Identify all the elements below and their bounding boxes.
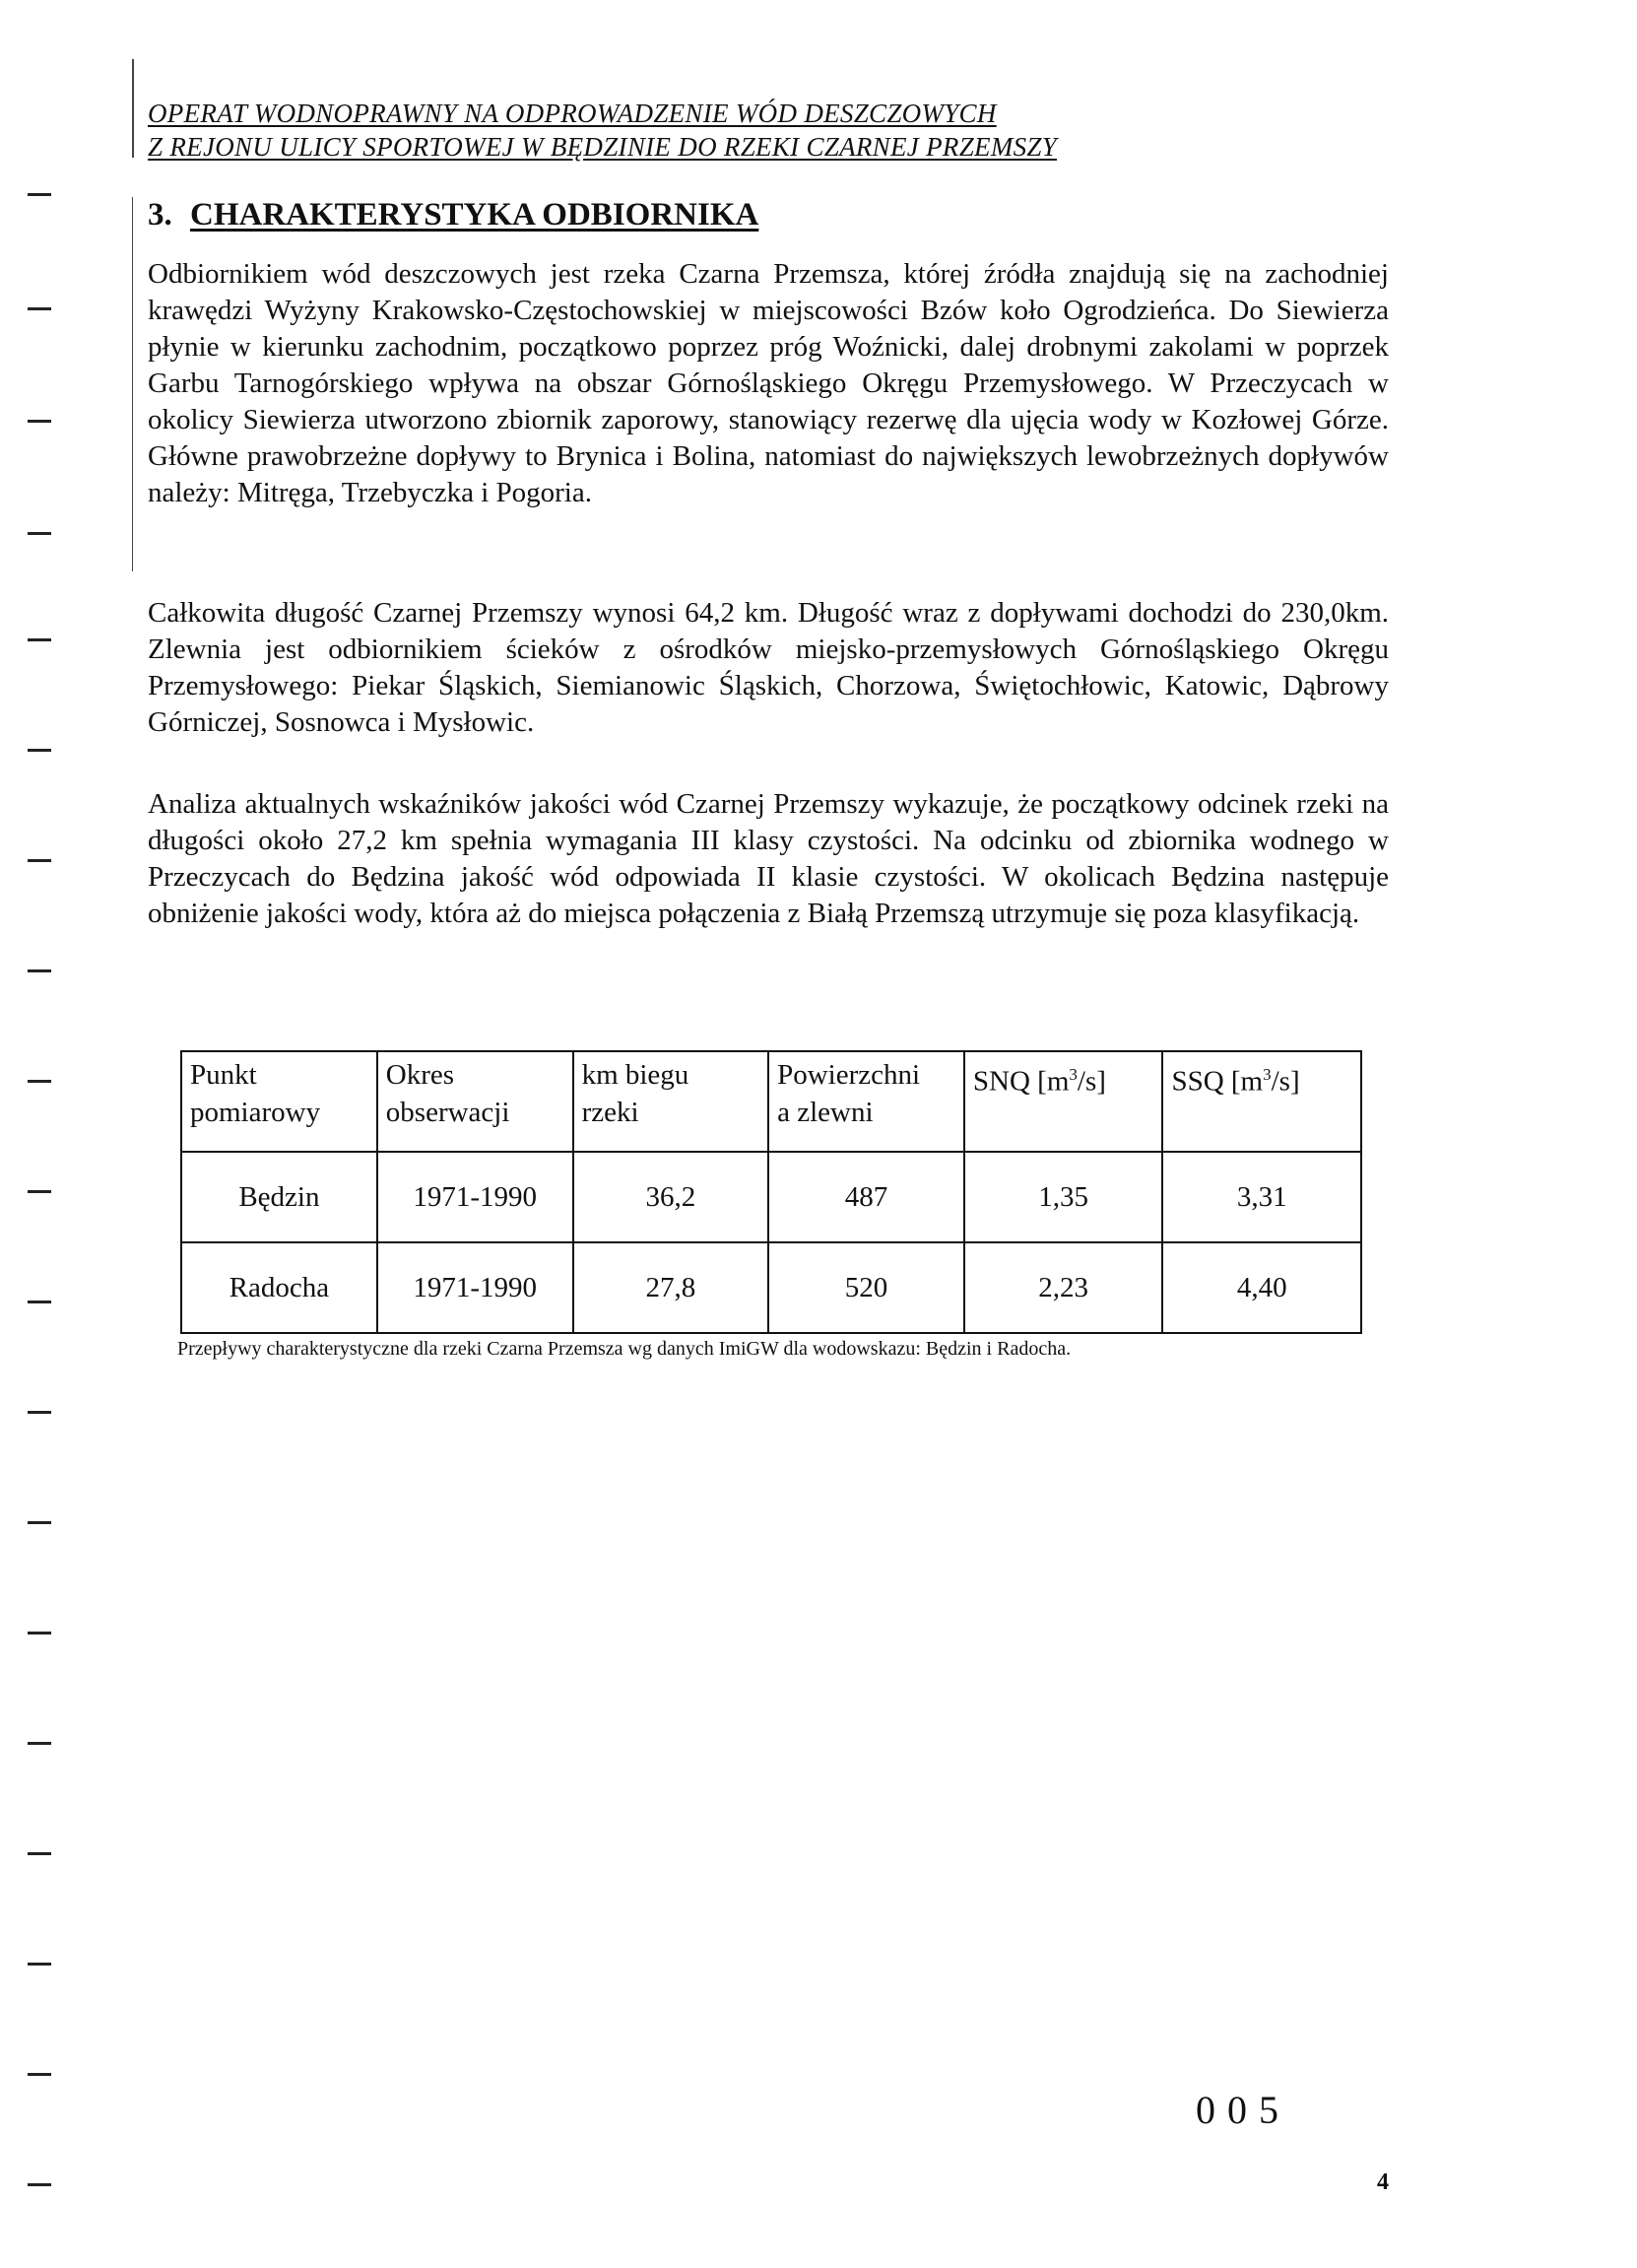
section-number: 3. — [148, 197, 172, 233]
table-row — [181, 1152, 1361, 1242]
table-cell: 1,35 — [964, 1152, 1163, 1242]
table-cell: 2,23 — [964, 1242, 1163, 1333]
scan-mark — [28, 2073, 51, 2076]
margin-line — [132, 59, 134, 158]
table-cell: Radocha — [181, 1242, 377, 1333]
table-header-row — [181, 1051, 1361, 1152]
table-row — [181, 1242, 1361, 1333]
flow-data-table — [180, 1050, 1362, 1334]
table-cell: 36,2 — [573, 1152, 769, 1242]
column-header-powierzchnia: Powierzchni a zlewni — [768, 1051, 964, 1152]
scan-mark — [28, 2183, 51, 2186]
table-cell: 1971-1990 — [377, 1242, 573, 1333]
page-stamp: 005 — [1196, 2088, 1290, 2132]
column-header-okres: Okres obserwacji — [377, 1051, 573, 1152]
paragraph-water-quality: Analiza aktualnych wskaźników jakości wód Czarnej Przemszy wykazuje, że początkowy odcinek rzeki na długości około 27,2 km spełnia wymagania III klasy czystości. Na odcinku od zbiornika wodnego w Przeczycach do Będzina jakość wód odpowiada II klasie czystości. W okolicach Będzina następuje obniżenie jakości wody, która aż do miejsca połączenia z Białą Przemszą utrzymuje się poza klasyfikacją. — [148, 788, 1389, 929]
table-cell: 1971-1990 — [377, 1152, 573, 1242]
scan-mark — [28, 1411, 51, 1414]
section-title: CHARAKTERYSTYKA ODBIORNIKA — [190, 197, 759, 233]
paragraph-river-length: Całkowita długość Czarnej Przemszy wynosi 64,2 km. Długość wraz z dopływami dochodzi do 230,0km. Zlewnia jest odbiornikiem ścieków z ośrodków miejsko-przemysłowych Górnośląskiego Okręgu Przemysłowego: Piekar Śląskich, Siemianowic Śląskich, Chorzowa, Świętochłowic, Katowic, Dąbrowy Górniczej, Sosnowca i Mysłowic. — [148, 597, 1389, 738]
column-header-ssq: SSQ $[m^3/s]$ — [1162, 1051, 1361, 1152]
table-cell: 27,8 — [573, 1242, 769, 1333]
scan-mark — [28, 307, 51, 310]
section-heading — [148, 197, 758, 233]
table-cell: 4,40 — [1162, 1242, 1361, 1333]
column-header-km: km biegu rzeki — [573, 1051, 769, 1152]
scan-mark — [28, 1301, 51, 1303]
scan-mark — [28, 1080, 51, 1083]
scan-mark — [28, 859, 51, 862]
table-cell: 520 — [768, 1242, 964, 1333]
document-header-line-1: OPERAT WODNOPRAWNY NA ODPROWADZENIE WÓD DESZCZOWYCH — [148, 99, 997, 128]
paragraph-receiver-description: Odbiornikiem wód deszczowych jest rzeka Czarna Przemsza, której źródła znajdują się na zachodniej krawędzi Wyżyny Krakowsko-Częstochowskiej w miejscowości Bzów koło Ogrodzieńca. Do Siewierza płynie w kierunku zachodnim, początkowo poprzez próg Woźnicki, dalej drobnymi zakolami w poprzek Garbu Tarnogórskiego wpływa na obszar Górnośląskiego Okręgu Przemysłowego. W Przeczycach w okolicy Siewierza utworzono zbiornik zaporowy, stanowiący rezerwę dla ujęcia wody w Kozłowej Górze. Główne prawobrzeżne dopływy to Brynica i Bolina, natomiast do największych lewobrzeżnych dopływów należy: Mitręga, Trzebyczka i Pogoria. — [148, 258, 1389, 508]
scan-mark — [28, 1963, 51, 1966]
scan-mark — [28, 749, 51, 752]
table-caption: Przepływy charakterystyczne dla rzeki Czarna Przemsza wg danych ImiGW dla wodowskazu: Będzin i Radocha. — [177, 1338, 1072, 1360]
scan-mark — [28, 1852, 51, 1855]
scan-mark — [28, 193, 51, 196]
table-cell: Będzin — [181, 1152, 377, 1242]
scan-mark — [28, 969, 51, 972]
scan-mark — [28, 638, 51, 641]
table-cell: 487 — [768, 1152, 964, 1242]
scan-mark — [28, 532, 51, 535]
scan-mark — [28, 1190, 51, 1193]
document-header-line-2: Z REJONU ULICY SPORTOWEJ W BĘDZINIE DO RZEKI CZARNEJ PRZEMSZY — [148, 132, 1058, 162]
scan-mark — [28, 1632, 51, 1634]
column-header-punkt: Punkt pomiarowy — [181, 1051, 377, 1152]
column-header-snq: SNQ $[m^3/s]$ — [964, 1051, 1163, 1152]
scan-mark — [28, 1742, 51, 1745]
table-cell: 3,31 — [1162, 1152, 1361, 1242]
scan-mark — [28, 420, 51, 423]
margin-line — [132, 197, 133, 571]
scan-mark — [28, 1521, 51, 1524]
page-number: 4 — [1377, 2169, 1389, 2195]
